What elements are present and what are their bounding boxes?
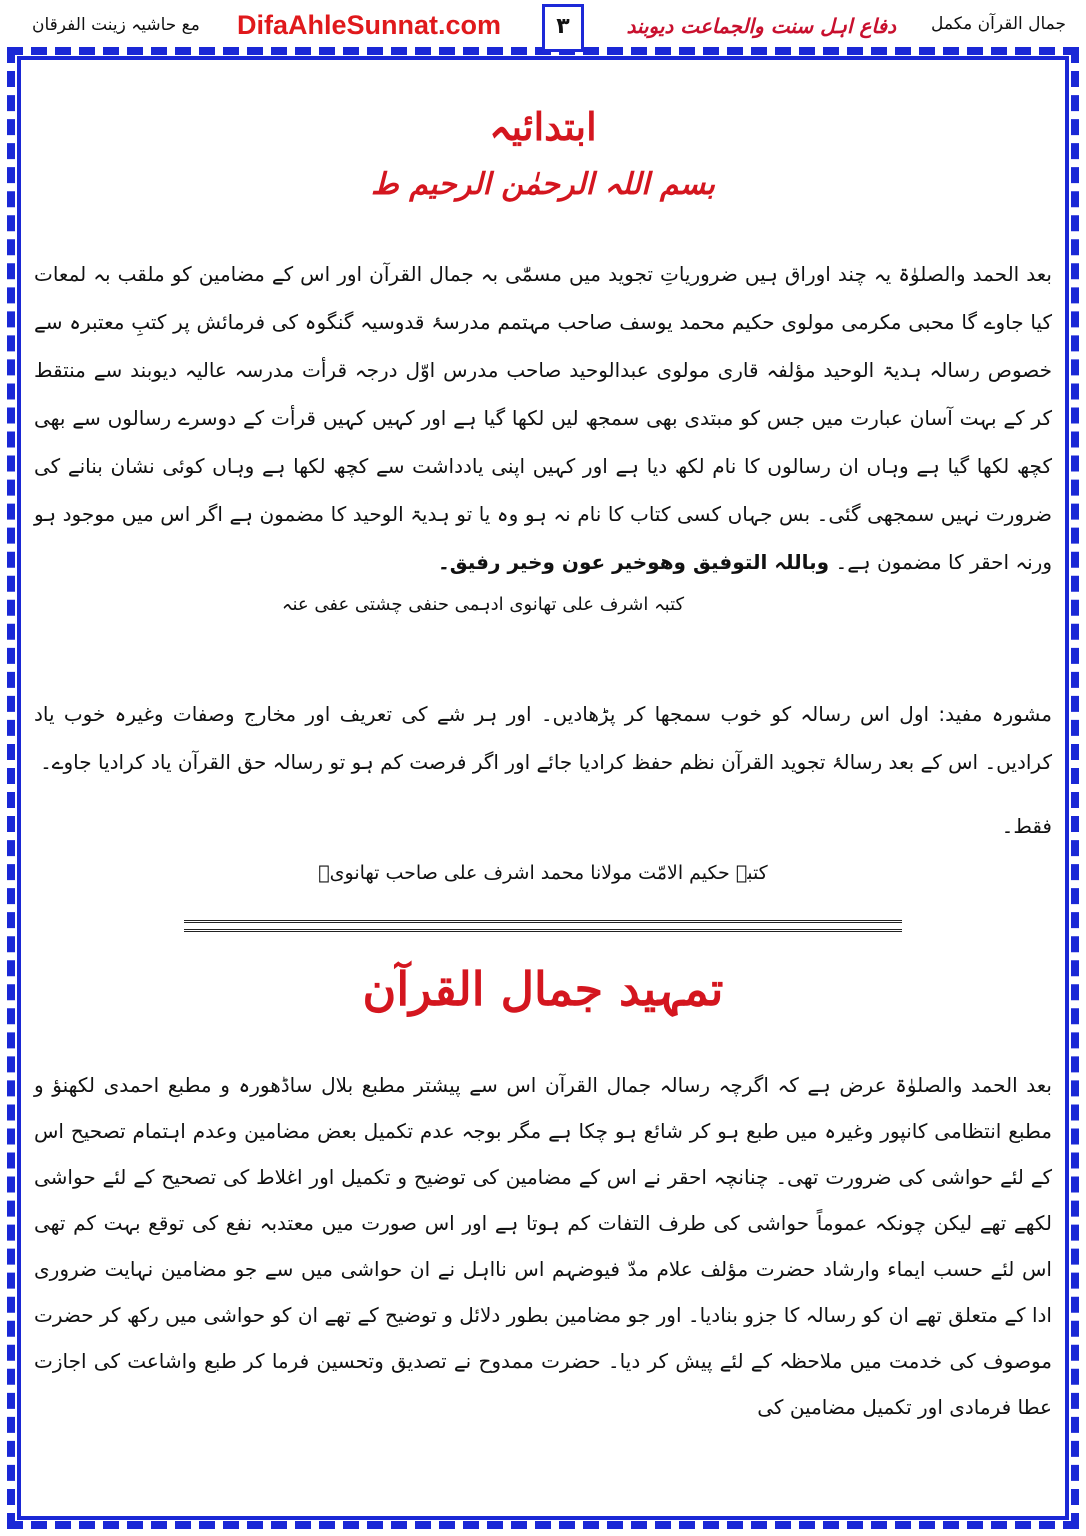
intro-paragraph — [34, 250, 1052, 586]
section-heading-intro: ابتدائیہ — [489, 104, 597, 149]
intro-text: بعد الحمد والصلوٰۃ یہ چند اوراق ہیں ضروریاتِ تجوید میں مسمّٰی بہ جمال القرآن اور اس کے مضامین کو ملقب بہ لمعات کیا جاوے گا محبی مکرمی مولوی حکیم محمد یوسف صاحب مہتمم مدرسۂ قدوسیہ گنگوہ کی فرمائش پر کتبِ معتبرہ سے خصوص رسالہ ہدیۃ الوحید مؤلفہ قاری مولوی عبدالوحید صاحب مدرس اوّل درجہ قرأت مدرسہ عالیہ دیوبند سے منتقط کر کے بہت آسان عبارت میں جس کو مبتدی بھی سمجھ لیں لکھا گیا ہے اور کہیں کہیں قرأت کے دوسرے رسالوں سے بھی کچھ لکھا گیا ہے وہاں ان رسالوں کا نام لکھ دیا ہے اور کہیں اپنی یادداشت سے کچھ لکھا ہے وہاں کوئی نشان بنانے کی ضرورت نہیں سمجھی گئی۔ بس جہاں کسی کتاب کا نام نہ ہو وہ یا تو ہدیۃ الوحید کا مضمون ہے اگر اس میں موجود ہو ورنہ احقر کا مضمون ہے۔ — [34, 262, 1052, 574]
book-title: جمال القرآن مکمل — [931, 14, 1066, 34]
advice-signature: کتبہ حکیم الامّت مولانا محمد اشرف علی صاحب تھانویؒ — [318, 862, 768, 884]
dua-text: وباللہ التوفیق وھوخیر عون وخیر رفیق۔ — [438, 550, 830, 574]
faqat-text: فقط۔ — [1001, 814, 1052, 838]
tamheed-paragraph: بعد الحمد والصلوٰۃ عرض ہے کہ اگرچہ رسالہ جمال القرآن اس سے پیشتر مطبع بلال ساڈھورہ و مطبع احمدی لکھنؤ و مطبع انتظامی کانپور وغیرہ میں طبع ہو کر شائع ہو چکا ہے مگر بوجہ عدم تکمیل بعض مضامین وعدم اہتمام تصحیح اس کے لئے حواشی کی ضرورت تھی۔ چنانچہ احقر نے اس کے مضامین کی توضیح و تکمیل اور اغلاط کی تصحیح کے لئے حواشی لکھے تھے لیکن چونکہ عموماً حواشی کی طرف التفات کم ہوتا ہے اور اس صورت میں معتدبہ نفع کی توقع بہت کم تھی اس لئے حسب ایماء وارشاد حضرت مؤلف علام مدّ فیوضہم اس نااہل نے ان حواشی میں سے جو مضامین نہایت ضروری ادا کے متعلق تھے ان کو رسالہ کا جزو بنادیا۔ اور جو مضامین بطور دلائل و توضیح کے تھے ان کو حواشی میں رکھ کر حضرت موصوف کی خدمت میں ملاحظہ کے لئے پیش کر دیا۔ حضرت ممدوح نے تصدیق وتحسین فرما کر طبع واشاعت کی اجازت عطا فرمادی اور تکمیل مضامین کی — [34, 1073, 1052, 1419]
page-number: ٣ — [542, 4, 584, 52]
site-link[interactable]: DifaAhleSunnat.com — [237, 10, 502, 40]
advice-paragraph: مشورہ مفید: اول اس رسالہ کو خوب سمجھا کر پڑھادیں۔ اور ہر شے کی تعریف اور مخارج وصفات وغیرہ خوب یاد کرادیں۔ اس کے بعد رسالۂ تجوید القرآن نظم حفظ کرادیا جائے اور اگر فرصت کم ہو تو رسالہ حق القرآن یاد کرادیا جاوے۔ — [34, 702, 1052, 774]
bismillah: بسم اللہ الرحمٰن الرحیم ط — [371, 167, 715, 202]
section-heading-tamheed: تمہید جمال القرآن — [362, 962, 724, 1016]
intro-signature: کتبہ اشرف علی تھانوی ادہمی حنفی چشتی عفی عنہ — [281, 594, 685, 615]
org-name: دفاع اہل سنت والجماعت دیوبند — [626, 14, 896, 38]
page-content — [34, 62, 1052, 1510]
section-divider — [184, 920, 902, 932]
book-subtitle: مع حاشیہ زینت الفرقان — [32, 15, 200, 35]
